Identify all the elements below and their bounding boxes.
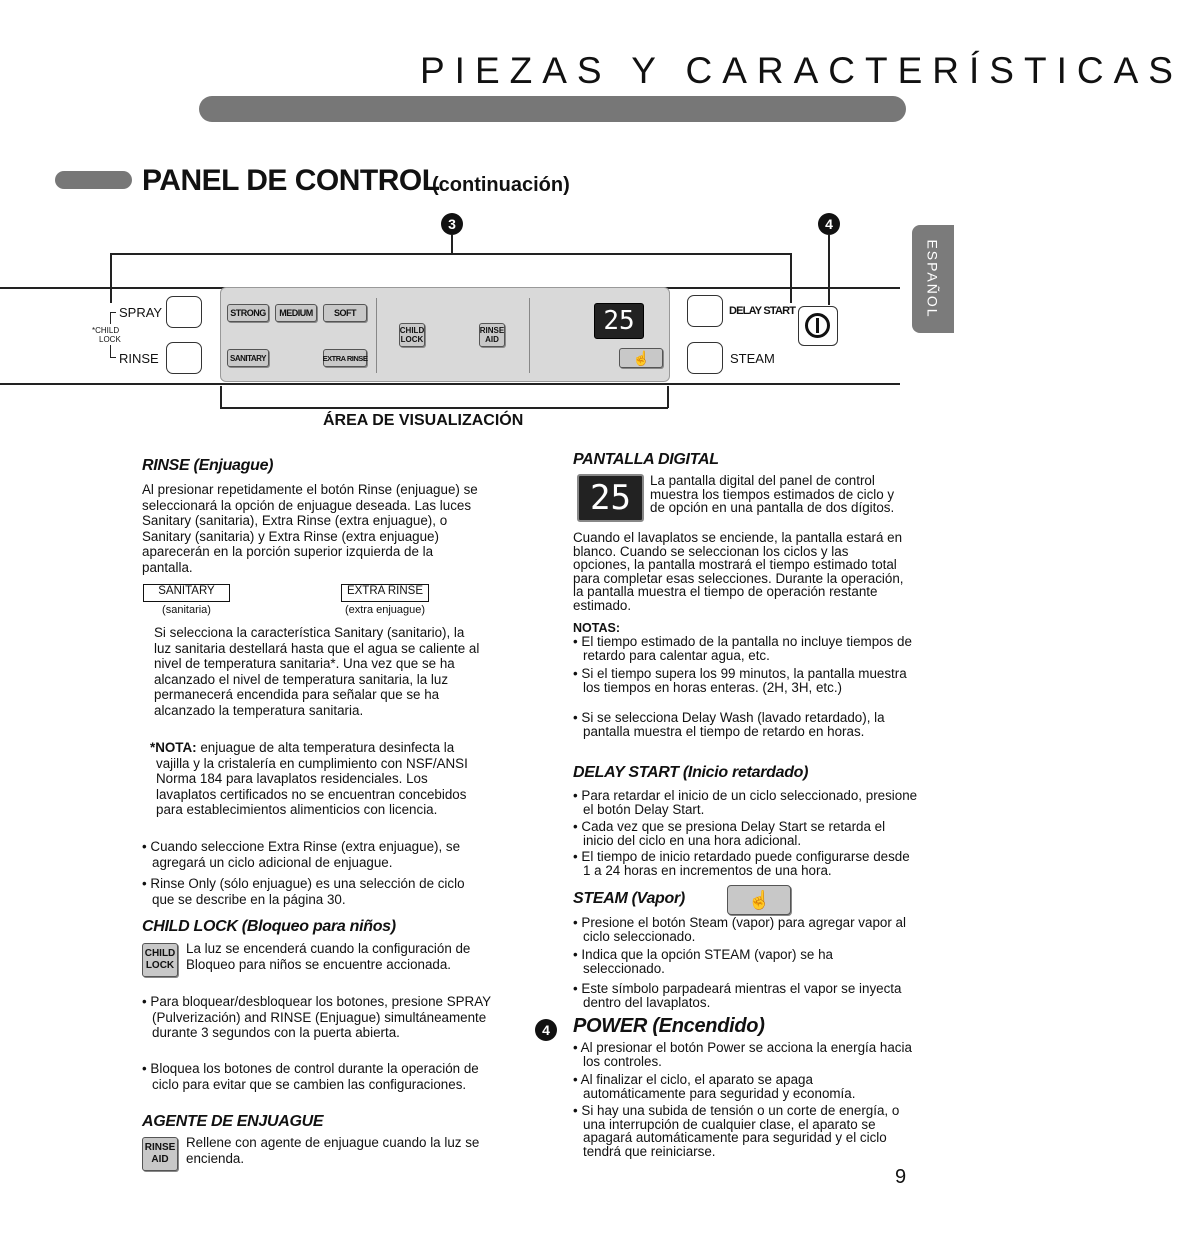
soft-key: SOFT: [323, 304, 367, 322]
child-lock-note-2: LOCK: [99, 335, 121, 344]
delay-bullet-3: • El tiempo de inicio retardado puede configurarse desde 1 a 24 horas en incrementos de una hora.: [573, 849, 910, 878]
language-tab-label: ESPAÑOL: [925, 239, 942, 319]
section-subtitle: (continuación): [432, 174, 570, 196]
power-bullet-3: • Si hay una subida de tensión o un corte de energía, o una interrupción de cualquier clase, el aparato se apagará automáticamente para seguridad y el ciclo tendrá que reiniciarse.: [573, 1103, 900, 1159]
page-title: PIEZAS Y CARACTERÍSTICAS: [420, 50, 1183, 91]
steam-heading: STEAM (Vapor): [573, 890, 685, 907]
child-lock-heading: CHILD LOCK (Bloqueo para niños): [142, 918, 396, 935]
rinse-bullet-1: • Cuando seleccione Extra Rinse (extra enjuague), se agregará un ciclo adicional de enjuague.: [142, 839, 461, 870]
digital-display-text-1: La pantalla digital del panel de control muestra los tiempos estimados de ciclo y de opción en una pantalla de dos dígitos.: [650, 473, 895, 515]
nota-block: [150, 740, 481, 818]
page-number: 9: [895, 1166, 907, 1188]
rinse-text: Al presionar repetidamente el botón Rinse (enjuague) se seleccionará la opción de enjuague deseada. Las luces Sanitary (sanitaria), Extra Rinse (extra enjuague), o Sanitary (sanitaria) y Extra Rinse (extra enjuague) aparecerán en la porción superior izquierda de la pantalla.: [142, 482, 478, 575]
note-1: • El tiempo estimado de la pantalla no incluye tiempos de retardo para calentar agua, etc.: [573, 634, 912, 663]
child-lock-text: La luz se encenderá cuando la configuración de Bloqueo para niños se encuentre accionada.: [186, 941, 471, 972]
rinse-label: RINSE: [119, 351, 159, 366]
child-lock-indicator: CHILD LOCK: [399, 323, 425, 347]
power-callout: 4: [535, 1019, 557, 1041]
nota-label: *NOTA:: [150, 740, 197, 755]
rinse-aid-indicator: RINSE AID: [479, 323, 505, 347]
rinse-button[interactable]: [166, 342, 202, 374]
digital-display: 25: [594, 303, 644, 339]
rinse-agent-heading: AGENTE DE ENJUAGUE: [142, 1113, 324, 1130]
delay-bullet-1: • Para retardar el inicio de un ciclo seleccionado, presione el botón Delay Start.: [573, 788, 918, 817]
title-bar-decoration: [199, 96, 906, 122]
power-bullet-1: • Al presionar el botón Power se acciona la energía hacia los controles.: [573, 1040, 912, 1069]
digital-display-text-2: Cuando el lavaplatos se enciende, la pantalla estará en blanco. Cuando se seleccionan los ciclos y las opciones, la pantalla mostrará el tiempo estimado total para completar esas selecciones. Durante la operación, la pantalla muestra el tiempo de operación restante estimado.: [573, 530, 904, 613]
steam-bullet-2: • Indica que la opción STEAM (vapor) se ha seleccionado.: [573, 947, 833, 976]
child-lock-icon: CHILD LOCK: [142, 943, 178, 977]
note-2: • Si el tiempo supera los 99 minutos, la pantalla muestra los tiempos en horas enteras. (2H, 3H, etc.): [573, 666, 907, 695]
rinse-bullet-2: • Rinse Only (sólo enjuague) es una selección de ciclo que se describe en la página 30.: [142, 876, 465, 907]
extra-rinse-caption: (extra enjuague): [344, 604, 426, 616]
delay-start-label: DELAY START: [729, 305, 796, 317]
power-bullet-2: • Al finalizar el ciclo, el aparato se apaga automáticamente para seguridad y economía.: [573, 1072, 856, 1101]
callout-4: 4: [818, 213, 840, 235]
power-heading: POWER (Encendido): [573, 1015, 765, 1037]
power-icon: [799, 307, 836, 344]
bracket-line: [110, 253, 112, 303]
steam-bullet-3: • Este símbolo parpadeará mientras el vapor se inyecta dentro del lavaplatos.: [573, 981, 902, 1010]
nota-text: enjuague de alta temperatura desinfecta la vajilla y la cristalería en cumplimiento con NSF/ANSI Norma 184 para lavaplatos residenciales. Los lavaplatos certificados no se encuentran concebidos para establecimientos alimenticios con licencia.: [156, 740, 468, 818]
sanitary-key: SANITARY: [227, 349, 269, 367]
steam-bullet-1: • Presione el botón Steam (vapor) para agregar vapor al ciclo seleccionado.: [573, 915, 906, 944]
leader-line: [828, 235, 830, 305]
sanitary-box: SANITARY: [143, 584, 230, 602]
sanitary-text: Si selecciona la característica Sanitary (sanitario), la luz sanitaria destellará hasta que el agua se caliente al nivel de temperatura sanitaria*. Una vez que se ha alcanzado el nivel de temperatura sanitaria, la luz permanecerá encendida para señalar que se ha alcanzado la temperatura sanitaria.: [154, 625, 480, 718]
steam-icon: ☝: [727, 885, 791, 915]
section-pill-decoration: [55, 171, 132, 189]
strong-key: STRONG: [227, 304, 269, 322]
bracket-line: [110, 253, 791, 255]
steam-indicator-icon: ☝: [619, 348, 663, 368]
notes-label: NOTAS:: [573, 621, 620, 635]
delay-start-heading: DELAY START (Inicio retardado): [573, 764, 809, 781]
power-button[interactable]: [798, 306, 838, 346]
section-title: PANEL DE CONTROL: [142, 164, 440, 197]
note-3: • Si se selecciona Delay Wash (lavado retardado), la pantalla muestra el tiempo de retardo en horas.: [573, 710, 885, 739]
rinse-aid-icon: RINSE AID: [142, 1137, 178, 1171]
bracket-line: [790, 253, 792, 303]
digital-display-heading: PANTALLA DIGITAL: [573, 451, 719, 468]
callout-3: 3: [441, 213, 463, 235]
delay-bullet-2: • Cada vez que se presiona Delay Start se retarda el inicio del ciclo en una hora adicional.: [573, 819, 886, 848]
steam-label: STEAM: [730, 351, 775, 366]
spray-button[interactable]: [166, 296, 202, 328]
spray-label: SPRAY: [119, 305, 163, 320]
extra-rinse-box: EXTRA RINSE: [341, 584, 429, 602]
delay-start-button[interactable]: [687, 295, 723, 327]
sanitary-caption: (sanitaria): [162, 604, 211, 616]
rinse-agent-text: Rellene con agente de enjuague cuando la luz se encienda.: [186, 1135, 480, 1166]
digital-display-image: 25: [577, 474, 644, 522]
extra-rinse-key: EXTRA RINSE: [323, 349, 367, 367]
bracket-line: [451, 235, 453, 254]
panel-bottom-edge: [0, 383, 900, 385]
medium-key: MEDIUM: [275, 304, 317, 322]
steam-button[interactable]: [687, 342, 723, 374]
rinse-heading: RINSE (Enjuague): [142, 457, 274, 474]
display-area-label: ÁREA DE VISUALIZACIÓN: [323, 412, 524, 429]
child-lock-bullet-1: • Para bloquear/desbloquear los botones, presione SPRAY (Pulverización) and RINSE (Enjuague) simultáneamente durante 3 segundos con la puerta abierta.: [142, 994, 491, 1041]
child-lock-bullet-2: • Bloquea los botones de control durante la operación de ciclo para evitar que se cambien las configuraciones.: [142, 1061, 479, 1092]
child-lock-note: *CHILD: [92, 326, 120, 335]
